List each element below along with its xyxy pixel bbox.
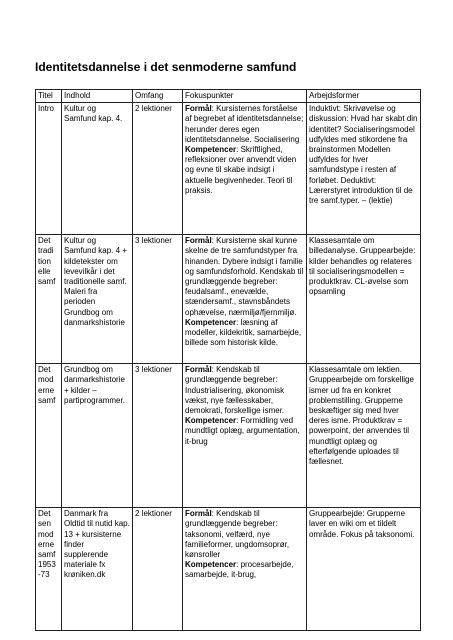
course-plan-table [35, 89, 421, 631]
document-title: Identitetsdannelse i det senmoderne samfund [35, 60, 297, 74]
header-fokuspunkter: Fokuspunkter [183, 90, 307, 103]
header-indhold: Indhold [62, 90, 133, 103]
cell-titel: Intro [36, 103, 62, 235]
table-row [36, 364, 421, 508]
table-row [36, 235, 421, 364]
fokus-formaal: Formål: Kendskab til grundlæggende begreber: Industrialisering, økonomisk vækst, nye fællesskaber, demokrati, forskellige ismer. [185, 365, 285, 416]
cell-omfang: 2 lektioner [133, 508, 183, 631]
fokus-kompetencer: Kompetencer: Formidling ved mundtligt oplæg, argumentation, it-brug [185, 416, 300, 446]
fokus-formaal: Formål: Kendskab til grundlæggende begreber: taksonomi, velfærd, nye familieformer, ungdomsoprør, kønsroller [185, 509, 290, 560]
cell-arbejdsformer: Klassesamtale om billedanalyse. Gruppearbejde: kilder behandles og relateres til socialiseringsmodellen = produktkrav. CL-øvelse som opsamling [307, 235, 421, 364]
cell-indhold: Grundbog om danmarkshistorie + kilder – partiprogrammer. [62, 364, 133, 508]
cell-arbejdsformer: Gruppearbejde: Grupperne laver en wiki om et tildelt område. Fokus på taksonomi. [307, 508, 421, 631]
table-header-row [36, 90, 421, 103]
cell-indhold: Danmark fra Oldtid til nutid kap. 13 + kursisterne finder supplerende materiale fx krøniken.dk [62, 508, 133, 631]
cell-omfang: 3 lektioner [133, 364, 183, 508]
table-row [36, 103, 421, 235]
cell-titel: Det sen mod erne samf 1953 -73 [36, 508, 62, 631]
header-arbejdsformer: Arbejdsformer [307, 90, 421, 103]
cell-titel: Det mod erne samf [36, 364, 62, 508]
fokus-kompetencer: Kompetencer: læsning af modeller, kildekritik, samarbejde, billede som historisk kilde. [185, 317, 302, 348]
fokus-formaal: Formål: Kursisterne skal kunne skelne de tre samfundstyper fra hinanden. Dybere indsigt i familie og samfundsforhold. Kendskab til grundlæggende begreber: feudalsamf., enevælde, stændersamf., stavnsbåndets ophævelse, nærmiljø/fjernmiljø. [185, 236, 304, 317]
cell-arbejdsformer: Klassesamtale om lektien. Gruppearbejde om forskellige ismer ud fra en konkret problemstilling. Grupperne beskæftiger sig med hver deres isme. Produktkrav = powerpoint, der anvendes til mundtligt oplæg og efterfølgende uploades til fællesnet. [307, 364, 421, 508]
cell-fokus [183, 235, 307, 364]
fokus-kompetencer: Kompetencer: Skriftlighed, refleksioner over anvendt viden og evne til skabe indsigt i aktuelle begivenheder. Teori til praksis. [185, 145, 297, 195]
cell-arbejdsformer: Induktivt: Skrivøvelse og diskussion: Hvad har skabt din identitet? Socialiseringsmodel udfyldes med stikordene fra brainstormen Modellen udfyldes for hver samfundstype i resten af forløbet. Deduktivt: Lærerstyret introduktion til de tre samf.typer. – (lektie) [307, 103, 421, 235]
table-row [36, 508, 421, 631]
cell-fokus [183, 103, 307, 235]
fokus-formaal: Formål: Kursisternes forståelse af begrebet af identitetsdannelse; herunder deres egen identitetsdannelse. Socialisering [185, 104, 304, 144]
cell-omfang: 2 lektioner [133, 103, 183, 235]
cell-indhold: Kultur og Samfund kap. 4. [62, 103, 133, 235]
header-titel: Titel [36, 90, 62, 103]
header-omfang: Omfang [133, 90, 183, 103]
cell-indhold: Kultur og Samfund kap. 4 + kildetekster om levevilkår i det traditionelle samf. Maleri fra perioden Grundbog om danmarkshistorie [62, 235, 133, 364]
cell-fokus [183, 508, 307, 631]
cell-omfang: 3 lektioner [133, 235, 183, 364]
fokus-kompetencer: Kompetencer: procesarbejde, samarbejde, it-brug, [185, 560, 294, 580]
cell-fokus [183, 364, 307, 508]
cell-titel: Det tradi tion elle samf [36, 235, 62, 364]
